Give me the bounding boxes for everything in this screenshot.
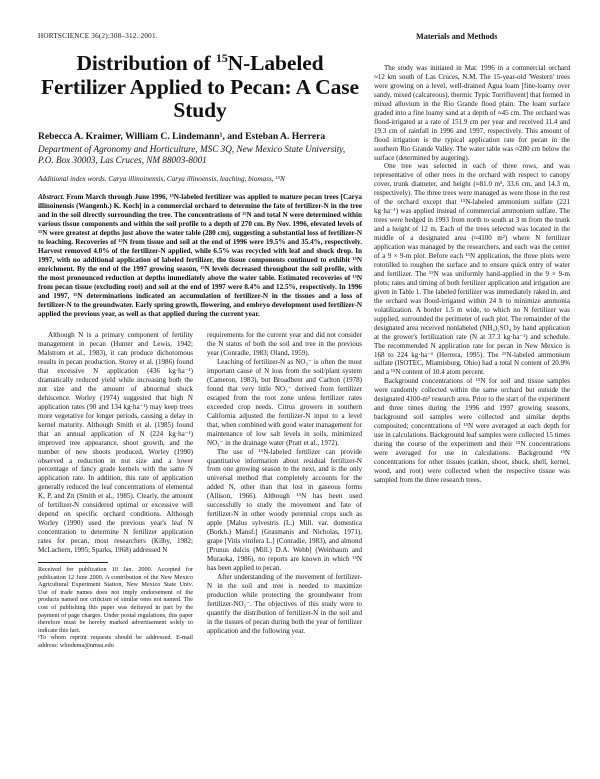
body-columns xyxy=(38,331,362,649)
journal-header: HORTSCIENCE 36(2):308–312. 2001. xyxy=(38,32,158,40)
footnote-rule xyxy=(38,562,108,563)
abstract-lead: Abstract. xyxy=(38,192,65,201)
footnote-received: Received for publication 10 Jan. 2000. Accepted for publication 12 June 2000. A contribution of the New Mexico Agricultural Experiment Station, New Mexico State Univ. Use of trade names does not imply endorsement of the products named nor criticism of similar ones not named. The cost of publishing this paper was defrayed in part by the payment of page charges. Under postal regulations, this paper therefore must be hereby marked advertisement solely to indicate this fact. xyxy=(38,565,193,634)
authors: Rebecca A. Kraimer, William C. Lindemann¹, and Esteban A. Herrera xyxy=(38,130,326,142)
abstract-text: From March through June 1996, ¹⁵N-labeled fertilizer was applied to mature pecan trees [Carya illinoinensis (Wangenh.) K. Koch] in a commercial orchard to determine the fate of fertilizer-N in the tree and in the soil directly surrounding the tree. The concentrations of ¹⁵N and total N were determined within various tissue components and within the soil profile to a depth of 270 cm. By Nov. 1996, elevated levels of ¹⁵N were greatest at depths just above the water table (280 cm), suggesting a substantial loss of fertilizer-N to leaching. Recoveries of ¹⁵N from tissue and soil at the end of 1996 were 19.5% and 35.4%, respectively. Harvest removed 4.0% of the fertilizer-N applied, while 6.5% was recycled with leaf and shuck drop. In 1997, with no additional application of labeled fertilizer, the tissue components continued to exhibit ¹⁵N enrichment. By the end of the 1997 growing season, ¹⁵N levels decreased throughout the soil profile, with the most pronounced reduction at depths immediately above the water table. Estimated recoveries of ¹⁵N from pecan tissue (excluding root) and soil at the end of 1997 were 8.4% and 12.5%, respectively. In 1996 and 1997, ¹⁵N determinations indicated an accumulation of fertilizer-N in the tissues and a loss of fertilizer-N to the groundwater. Early spring growth, flowering, and embryo development used fertilizer-N applied the previous year, as well as that applied during the current year. xyxy=(38,192,362,319)
affiliation: Department of Agronomy and Horticulture, MSC 3Q, New Mexico State University, P.O. Box 30003, Las Cruces, NM 88003-8001 xyxy=(38,143,346,165)
keywords-text: Carya illinoinensis, Carya illinoensis, leaching, biomass, ¹⁵N xyxy=(108,174,285,183)
methods-paragraph-1: The study was initiated in Mar. 1996 in a commercial orchard ≈12 km south of Las Cruces, N.M. The 15-year-old 'Western' trees were growing on a level, well-drained Agua loam [fine-loamy over sandy, mixed (calcareous), thermic Typic Torrifluvent] that formed in mixed alluvium in the Rio Grande flood plain. The loam surface graded into a fine loamy sand at a depth of ≈45 cm. The orchard was flood-irrigated at a rate of 151.9 cm per year and received 11.4 and 19.3 cm of rainfall in 1996 and 1997, respectively. This amount of flood irrigation is the typical application rate for pecan in the southern Rio Grande Valley. The water table was ≈280 cm below the surface (determined by augering). xyxy=(374,64,570,162)
title-superscript: 15 xyxy=(215,50,228,65)
abstract xyxy=(38,193,362,320)
methods-paragraph-2: One tree was selected in each of three rows, and was representative of other trees in the orchard with respect to canopy cover, trunk diameter, and height (≈81.0 m², 33.6 cm, and 14.3 m, respectively). The three trees were managed as were those in the rest of the orchard except that ¹⁵N-labeled ammonium sulfate (221 kg·ha⁻¹) was applied instead of commercial ammonium sulfate. The trees were hedged in 1993 from north to south at 3 m from the trunk and a height of 12 m. Each of the trees selected was located in the middle of a designated area (≈4100 m²) where N fertilizer application was managed by the researchers, and each was the center of a 9 × 9-m plot. Before each ¹⁵N application, the three plots were rototilled to roughen the surface and to ensure quick entry of water and fertilizer. The ¹⁵N was uniformly hand-applied in the 9 × 9-m plots; rates and timing of both fertilizer application and irrigation are given in Table 1. The labeled fertilizer was immediately raked in, and the orchard was flood-irrigated within 24 h to minimize ammonia volatilization. A border 1.5 m wide, to which no N fertilizer was supplied, surrounded the perimeter of each plot. The remainder of the designated area received nonlabeled (NH₄)₂SO₄ by hand application at the grower's fertilization rate (N at 37.3 kg·ha⁻¹) and schedule. The recommended N application rate for pecan in New Mexico is 168 to 224 kg·ha⁻¹ (Herrera, 1995). The ¹⁵N-labeled ammonium sulfate (ISOTEC, Miamisburg, Ohio) had a total N content of 20.9% and a ¹⁵N content of 10.4 atom percent. xyxy=(374,162,570,377)
intro-paragraph-3: Leaching of fertilizer-N as NO₃⁻ is often the most important cause of N loss from the soil/plant system (Cameron, 1983), but Broadbent and Carlton (1978) found that very little NO₃⁻ derived from fertilizer escaped from the root zone unless fertilizer rates exceeded crop needs. Citrus growers in southern California adjusted the fertilizer-N input to a level that, when combined with good water management for maintenance of low salt levels in soils, minimized NO₃⁻ in the drainage water (Pratt et al., 1972). xyxy=(207,358,362,447)
intro-paragraph-2: requirements for the current year and did not consider the N status of both the soil and tree in the previous year (Conradie, 1983; Oland, 1959). xyxy=(207,331,362,358)
body-column-1 xyxy=(38,331,193,649)
methods-paragraph-3: Background concentrations of ¹⁵N for soil and tissue samples were randomly collected within the same orchard but outside the designated 4100-m² research area. Prior to the start of the experiment and three times during the 1996 and 1997 growing seasons, background soil samples were collected and similar depths composited; concentrations of ¹⁵N were averaged at each depth for use in calculations. Background leaf samples were collected 15 times during the course of the experiment and their ¹⁵N concentrations were averaged for use in calculations. Background ¹⁵N concentrations for other tissues (catkin, shoot, shuck, shell, kernel, wood, and root) were collected when the respective tissue was sampled from the three research trees. xyxy=(374,377,570,484)
section-heading: Materials and Methods xyxy=(416,32,498,41)
keywords xyxy=(38,175,362,184)
left-column xyxy=(38,48,362,650)
keywords-label: Additional index words. xyxy=(38,174,107,183)
intro-paragraph-4: The use of ¹⁵N-labeled fertilizer can provide quantitative information about residual fertilizer-N from one growing season to the next, and is the only universal method that completely accounts for the added N, other than that lost in gaseous forms (Allison, 1966). Although ¹⁵N has been used successfully to study the movement and fate of fertilizer-N in other woody perennial crops such as apple [Malus sylvestris (L.) Mill. var. domestica (Borkh.) Mansf.] (Grasmanis and Nicholas, 1971), grape [Vitis vinifera L.] (Conradie, 1983), and almond [Prunus dulcis (Mill.) D.A. Webb] (Weinbaum and Muraoka, 1986), no reports are known in which ¹⁵N has been applied to pecan. xyxy=(207,447,362,572)
title-part-1: Distribution of xyxy=(76,51,216,75)
footnote-author: ¹To whom reprint requests should be addressed. E-mail address: wlindema@nmsu.edu xyxy=(38,634,193,649)
intro-paragraph-5: After understanding of the movement of fertilizer-N in the soil and tree is needed to maximize production while protecting the groundwater from fertilizer-NO₃⁻. The objectives of this study were to quantify the distribution of fertilizer-N in the soil and in the tissues of pecan during both the year of fertilizer application and the following year. xyxy=(207,572,362,635)
intro-paragraph-1: Although N is a primary component of fertility management in pecan (Hunter and Lewis, 1942; Malstrom et al., 1983), it can produce dichotomous results in pecan production. Storey et al. (1986) found that excessive N application (436 kg·ha⁻¹) dramatically reduced yield while increasing both the nut size and the amount of abnormal shuck dehiscence. Worley (1974) suggested that high N application rates (90 and 134 kg·ha⁻¹) may keep trees more vegetative for longer periods, causing a delay in kernel maturity. Although Smith et al. (1985) found that an annual application of N (224 kg·ha⁻¹) improved tree appearance, shoot growth, and the number of new shoots produced, Worley (1990) observed a reduction in nut size and a lower percentage of fancy grade kernels with the same N application rate. In addition, this rate of application generally reduced the leaf concentrations of elemental K, P, and Zn (Smith et al., 1985). Clearly, the amount of fertilizer-N considered optimal or excessive will depend on specific orchard conditions. Although Worley (1990) used the previous year's leaf N concentration to determine N fertilizer application rates for pecan, most researchers (Kilby, 1982; McLachern, 1995; Sparks, 1968) addressed N xyxy=(38,331,193,555)
body-column-2 xyxy=(207,331,362,649)
right-column xyxy=(374,48,570,485)
title-part-2: N-Labeled Fertilizer Applied to Pecan: A Case Study xyxy=(41,51,359,122)
paper-title xyxy=(38,52,362,123)
